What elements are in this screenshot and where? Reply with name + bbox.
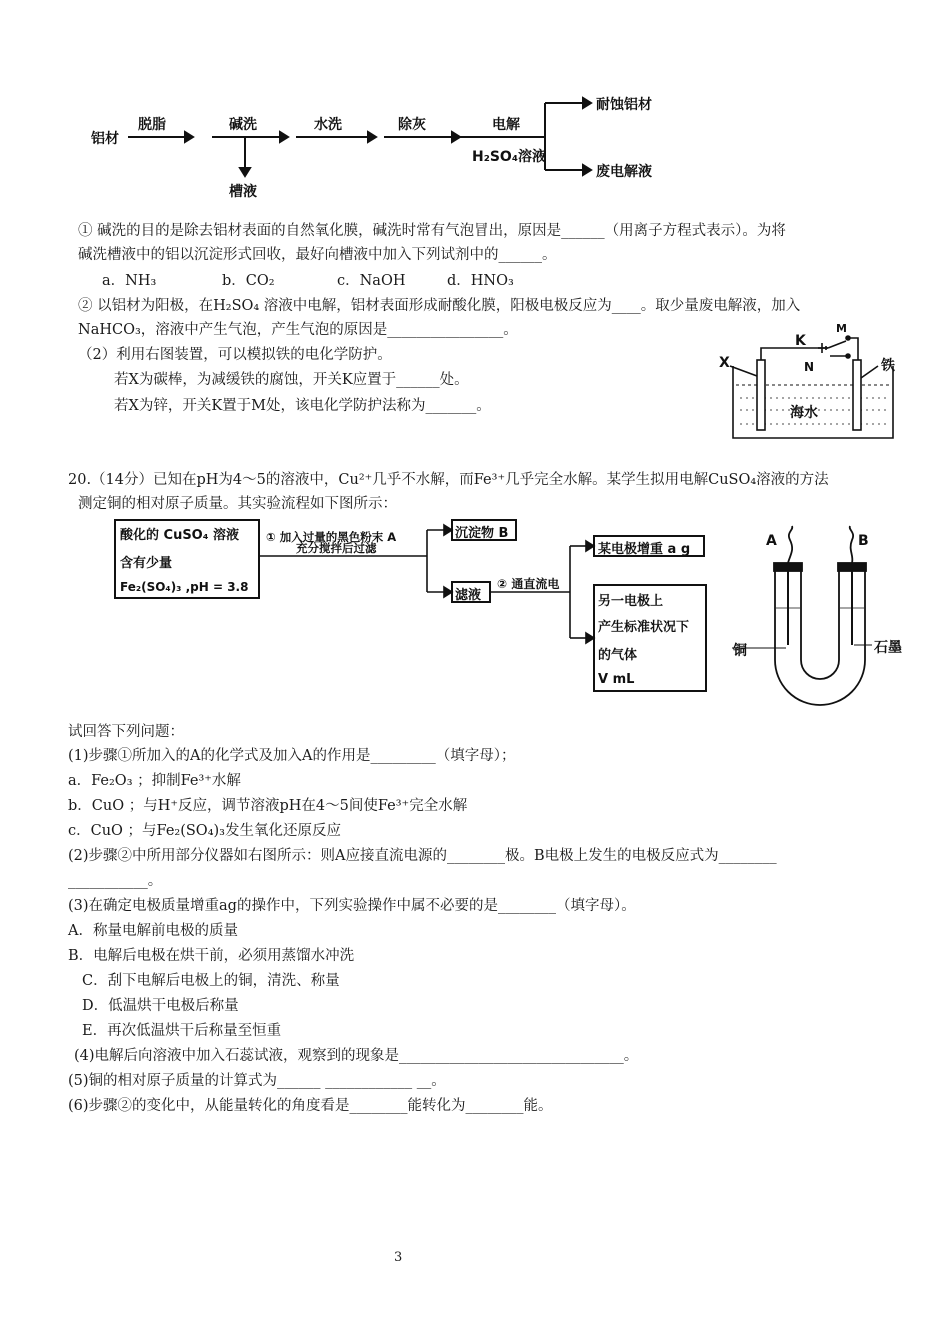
flow1-start: 铝材 [91, 131, 119, 147]
flow2-step2: ② 通直流电 [497, 577, 560, 591]
q19-option-b: b．CO₂ [222, 273, 275, 289]
flow1-side-output: 槽液 [229, 184, 257, 200]
flow1-step-alkali: 碱洗 [229, 117, 257, 133]
question-6: (6)步骤②的变化中，从能量转化的角度看是________能转化为________能。 [68, 1098, 553, 1114]
protect-label-m: M [836, 322, 847, 335]
question-3: (3)在确定电极质量增重ag的操作中，下列实验操作中属不必要的是________（填字母）。 [68, 898, 636, 914]
question-1-option-a: a．Fe₂O₃ ；抑制Fe³⁺水解 [68, 773, 241, 789]
q19-option-d: d．HNO₃ [447, 273, 514, 289]
q19-part3-line3: 若X为锌，开关K置于M处，该电化学防护法称为_______。 [114, 398, 491, 414]
questions-intro: 试回答下列问题： [68, 724, 184, 740]
protect-label-x: X [719, 355, 730, 371]
u-tube-label-a: A [766, 533, 777, 549]
question-3-option-a: A．称量电解前电极的质量 [68, 923, 238, 939]
flow1-step-electrolysis: 电解 [492, 117, 520, 133]
flow1-output-top: 耐蚀铝材 [596, 97, 652, 113]
protect-label-n: N [804, 360, 815, 374]
q19-part1-line1: ① 碱洗的目的是除去铝材表面的自然氧化膜，碱洗时常有气泡冒出，原因是______（用离子方程式表示）。为将 [78, 223, 786, 239]
flow1-electrolyte: H₂SO₄溶液 [472, 149, 546, 165]
flow2-step1-line1: ① 加入过量的黑色粉末 A [266, 530, 397, 544]
q19-part1-line2: 碱洗槽液中的铝以沉淀形式回收，最好向槽液中加入下列试剂中的______。 [78, 247, 557, 263]
question-3-option-c: C．刮下电解后电极上的铜，清洗、称量 [82, 973, 340, 989]
flow1-step-rinse: 水洗 [314, 117, 342, 133]
q19-part2-line1: ② 以铝材为阳极，在H₂SO₄ 溶液中电解，铝材表面形成耐酸化膜，阳极电极反应为____。取少量废电解液，加入 [78, 298, 801, 314]
u-tube-label-copper: 铜 [733, 643, 747, 659]
question-2-continued: ___________。 [68, 873, 163, 889]
flow1-step-descale: 除灰 [398, 117, 426, 133]
page-number: 3 [394, 1250, 403, 1265]
q20-line1: 20.（14分）已知在pH为4～5的溶液中，Cu²⁺几乎不水解，而Fe³⁺几乎完全水解。某学生拟用电解CuSO₄溶液的方法 [68, 472, 829, 488]
question-3-option-b: B．电解后电极在烘干前，必须用蒸馏水冲洗 [68, 948, 355, 964]
flow2-box1-line1: 酸化的 CuSO₄ 溶液 [120, 528, 239, 543]
question-3-option-d: D．低温烘干电极后称量 [82, 998, 239, 1014]
flow2-box1-line2: 含有少量 [120, 556, 173, 571]
question-1-option-b: b．CuO ；与H⁺反应，调节溶液pH在4～5间使Fe³⁺完全水解 [68, 798, 468, 814]
protect-label-seawater: 海水 [790, 405, 818, 421]
question-3-option-e: E．再次低温烘干后称量至恒重 [82, 1023, 282, 1039]
question-2: (2)步骤②中所用部分仪器如右图所示：则A应接直流电源的________极。B电极上发生的电极反应式为________ [68, 848, 777, 864]
question-1-option-c: c．CuO ；与Fe₂(SO₄)₃发生氧化还原反应 [68, 823, 341, 839]
q19-part3-line1: （2）利用右图装置，可以模拟铁的电化学防护。 [78, 347, 392, 363]
protect-label-k: K [795, 333, 806, 349]
flow2-box1-line3: Fe₂(SO₄)₃ ,pH = 3.8 [120, 580, 249, 594]
flow2-filtrate: 滤液 [455, 588, 482, 603]
q19-part2-line2: NaHCO₃，溶液中产生气泡，产生气泡的原因是________________。 [78, 322, 518, 338]
u-tube-label-b: B [858, 533, 869, 549]
question-4: (4)电解后向溶液中加入石蕊试液，观察到的现象是_______________________________。 [74, 1048, 639, 1064]
u-tube-label-graphite: 石墨 [874, 640, 902, 656]
question-5: (5)铜的相对原子质量的计算式为______ ____________ __。 [68, 1073, 446, 1089]
protect-label-iron: 铁 [881, 358, 895, 374]
flow1-output-bottom: 废电解液 [596, 164, 652, 180]
q19-option-c: c．NaOH [337, 273, 406, 289]
question-1: (1)步骤①所加入的A的化学式及加入A的作用是_________（填字母）； [68, 748, 516, 764]
q19-part3-line2: 若X为碳棒，为减缓铁的腐蚀，开关K应置于______处。 [114, 372, 469, 388]
flow2-gas-line4: V mL [598, 672, 635, 687]
u-tube-apparatus [732, 526, 872, 705]
flow2-electrode-gain: 某电极增重 a g [598, 542, 691, 557]
q20-line2: 测定铜的相对原子质量。其实验流程如下图所示： [78, 496, 397, 512]
q19-option-a: a．NH₃ [102, 273, 157, 289]
flow2-precipitate: 沉淀物 B [455, 526, 509, 541]
flow2-step1-line2: 充分搅拌后过滤 [296, 541, 377, 555]
flow1-step-degrease: 脱脂 [138, 117, 166, 133]
flow2-gas-line3: 的气体 [598, 648, 638, 663]
flow2-gas-line1: 另一电极上 [598, 594, 664, 609]
flow2-gas-line2: 产生标准状况下 [598, 620, 690, 635]
protection-apparatus [730, 336, 893, 438]
